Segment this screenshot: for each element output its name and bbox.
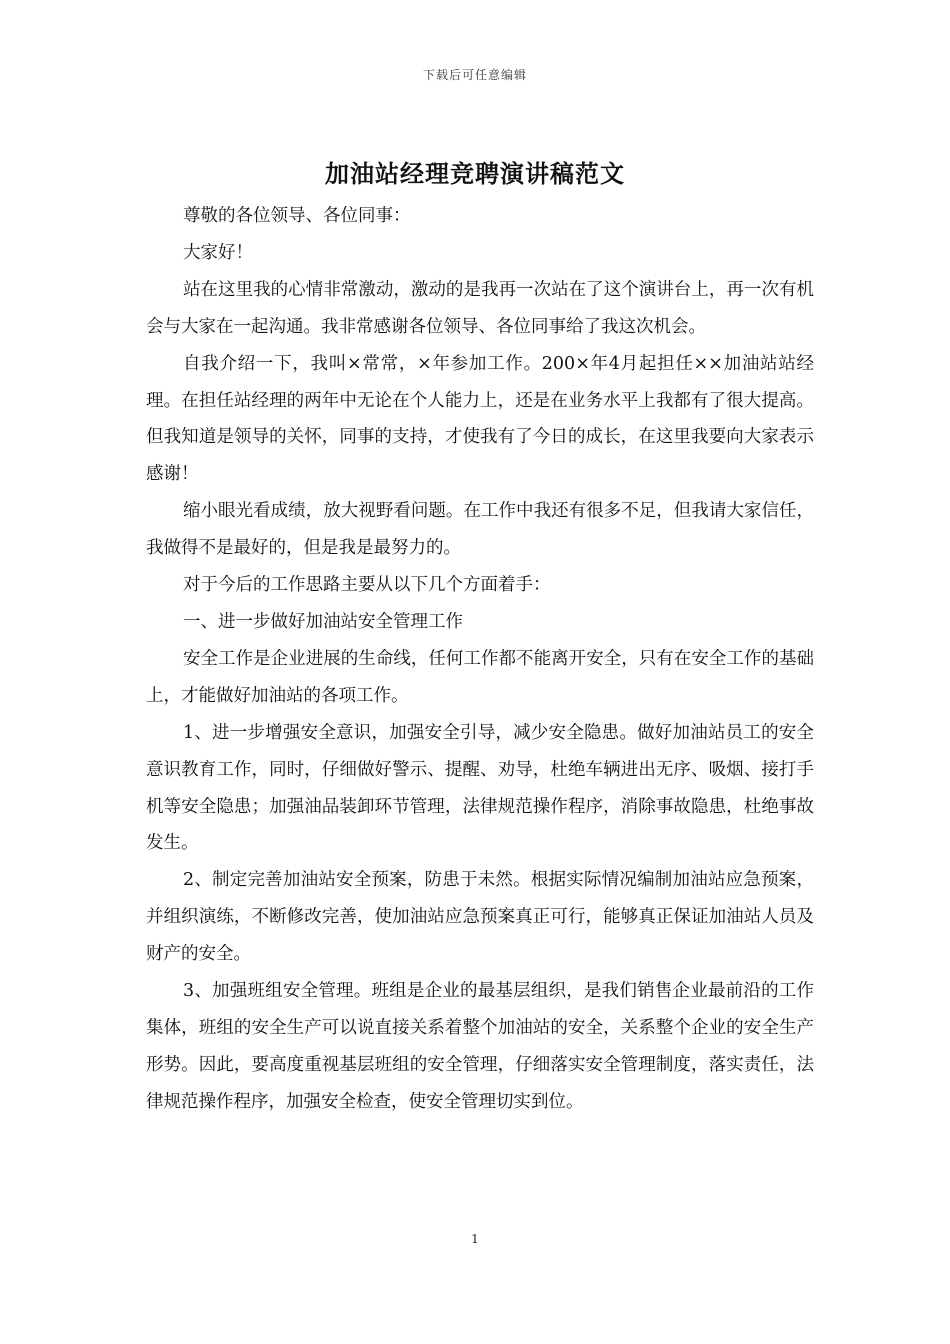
document-body <box>146 198 814 1121</box>
list-item: 3、加强班组安全管理。班组是企业的最基层组织，是我们销售企业最前沿的工作集体，班组的安全生产可以说直接关系着整个加油站的安全，关系整个企业的安全生产形势。因此，要高度重视基层班组的安全管理，仔细落实安全管理制度，落实责任，法律规范操作程序，加强安全检查，使安全管理切实到位。 <box>146 981 814 1112</box>
page-header: 下载后可任意编辑 <box>422 68 527 82</box>
paragraph: 对于今后的工作思路主要从以下几个方面着手： <box>183 575 551 596</box>
page-number: 1 <box>471 1232 479 1246</box>
list-item: 2、制定完善加油站安全预案，防患于未然。根据实际情况编制加油站应急预案，并组织演练，不断修改完善，使加油站应急预案真正可行，能够真正保证加油站人员及财产的安全。 <box>146 870 814 965</box>
list-item: 1、进一步增强安全意识，加强安全引导，减少安全隐患。做好加油站员工的安全意识教育工作，同时，仔细做好警示、提醒、劝导，杜绝车辆进出无序、吸烟、接打手机等安全隐患；加强油品装卸环节管理，法律规范操作程序，消除事故隐患，杜绝事故发生。 <box>146 722 814 854</box>
paragraph-greeting: 大家好！ <box>183 242 253 263</box>
paragraph-salutation: 尊敬的各位领导、各位同事： <box>183 206 411 226</box>
paragraph: 自我介绍一下，我叫×常常，×年参加工作。200×年4月起担任××加油站站经理。在担任站经理的两年中无论在个人能力上，还是在业务水平上我都有了很大提高。但我知道是领导的关怀，同事的支持，才使我有了今日的成长，在这里我要向大家表示感谢！ <box>146 353 814 485</box>
document-title: 加油站经理竞聘演讲稿范文 <box>325 159 625 188</box>
paragraph: 安全工作是企业进展的生命线，任何工作都不能离开安全，只有在安全工作的基础上，才能做好加油站的各项工作。 <box>146 648 814 706</box>
paragraph: 缩小眼光看成绩，放大视野看问题。在工作中我还有很多不足，但我请大家信任，我做得不是最好的，但是我是最努力的。 <box>146 501 814 559</box>
paragraph: 站在这里我的心情非常激动，激动的是我再一次站在了这个演讲台上，再一次有机会与大家在一起沟通。我非常感谢各位领导、各位同事给了我这次机会。 <box>146 279 814 337</box>
section-heading: 一、进一步做好加油站安全管理工作 <box>183 611 463 632</box>
